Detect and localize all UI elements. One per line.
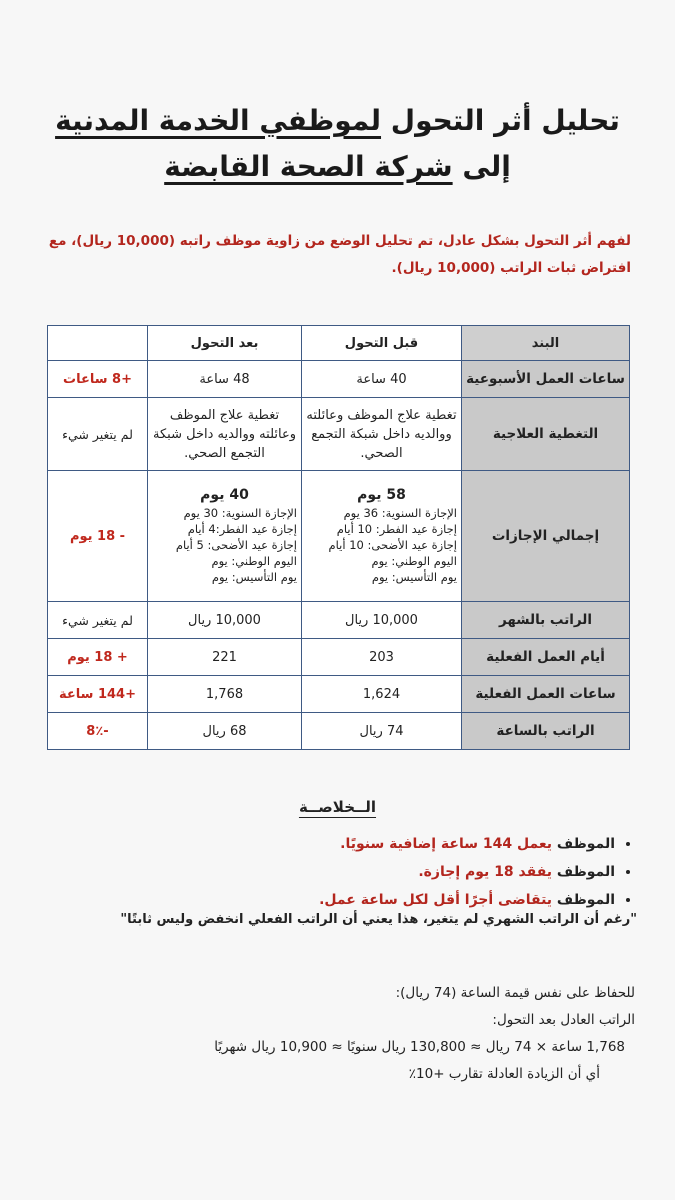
calc-line-1: للحفاظ على نفس قيمة الساعة (74 ريال):	[395, 985, 635, 1001]
row-item-label: الراتب بالساعة	[462, 713, 630, 750]
intro-paragraph	[41, 228, 631, 282]
title-line-1	[0, 98, 675, 144]
row-item-label: ساعات العمل الأسبوعية	[462, 361, 630, 398]
row-item-label: إجمالي الإجازات	[462, 471, 630, 602]
list-item	[15, 858, 615, 886]
row-diff-value: لم يتغير شيء	[48, 398, 148, 471]
calc-line-3: 1,768 ساعة × 74 ريال ≈ 130,800 ريال سنويًا ≈ 10,900 ريال شهريًا	[214, 1039, 625, 1055]
title-line-2	[0, 144, 675, 190]
row-diff-value: +144 ساعة	[48, 676, 148, 713]
title-line-2-underlined: شركة الصحة القابضة	[164, 150, 453, 183]
list-item	[15, 886, 615, 914]
leave-before-line: اليوم الوطني: يوم	[371, 554, 457, 568]
row-diff-value: -8٪	[48, 713, 148, 750]
intro-line-2: افتراض ثبات الراتب (10,000 ريال).	[391, 260, 631, 276]
row-diff-value: +8 ساعات	[48, 361, 148, 398]
table-row	[48, 639, 630, 676]
calc-line-4: أي أن الزيادة العادلة تقارب +10٪	[408, 1066, 600, 1082]
row-before-value: 10,000 ريال	[302, 602, 462, 639]
leave-after-cell	[148, 471, 302, 602]
row-after-value: 221	[148, 639, 302, 676]
table-row	[48, 713, 630, 750]
leave-after-total: 40 يوم	[200, 487, 249, 503]
row-item-label: أيام العمل الفعلية	[462, 639, 630, 676]
leave-after-line: الإجازة السنوية: 30 يوم	[183, 506, 297, 520]
leave-before-line: إجازة عيد الأضحى: 10 أيام	[328, 538, 457, 552]
leave-after-line: إجازة عيد الأضحى: 5 أيام	[175, 538, 297, 552]
row-diff-value: لم يتغير شيء	[48, 602, 148, 639]
summary-note: "رغم أن الراتب الشهري لم يتغير، هذا يعني أن الراتب الفعلي انخفض وليس ثابتًا"	[120, 912, 637, 927]
leave-before-cell	[302, 471, 462, 602]
row-item-label: التغطية العلاجية	[462, 398, 630, 471]
comparison-table	[47, 325, 630, 750]
row-after-value: 68 ريال	[148, 713, 302, 750]
row-before-value: 1,624	[302, 676, 462, 713]
leave-before-line: الإجازة السنوية: 36 يوم	[343, 506, 457, 520]
row-item-label: الراتب بالشهر	[462, 602, 630, 639]
page-title	[0, 98, 675, 190]
title-line-2-plain: إلى	[452, 150, 511, 183]
row-before-value: 203	[302, 639, 462, 676]
table-row	[48, 471, 630, 602]
bullet-plain: الموظف	[552, 892, 615, 908]
table-row	[48, 361, 630, 398]
row-after-value: تغطية علاج الموظف وعائلته ووالديه داخل شبكة التجمع الصحي.	[148, 398, 302, 471]
row-before-value: تغطية علاج الموظف وعائلته ووالديه داخل شبكة التجمع الصحي.	[302, 398, 462, 471]
table-header-row	[48, 326, 630, 361]
table-row	[48, 676, 630, 713]
summary-bullets	[15, 830, 635, 914]
leave-after-line: يوم التأسيس: يوم	[211, 570, 297, 584]
row-before-value: 40 ساعة	[302, 361, 462, 398]
header-after: بعد التحول	[148, 326, 302, 361]
calc-line-2: الراتب العادل بعد التحول:	[492, 1012, 635, 1028]
title-line-1-plain: تحليل أثر التحول	[381, 104, 620, 137]
row-item-label: ساعات العمل الفعلية	[462, 676, 630, 713]
row-after-value: 10,000 ريال	[148, 602, 302, 639]
bullet-plain: الموظف	[552, 864, 615, 880]
table-row	[48, 602, 630, 639]
bullet-highlight: يتقاضى أجرًا أقل لكل ساعة عمل.	[319, 892, 553, 908]
bullet-highlight: يفقد 18 يوم إجازة.	[418, 864, 553, 880]
leave-after-line: اليوم الوطني: يوم	[211, 554, 297, 568]
leave-before-line: إجازة عيد الفطر: 10 أيام	[336, 522, 457, 536]
calculation-block	[35, 980, 635, 1088]
row-diff-value: + 18 يوم	[48, 639, 148, 676]
row-before-value: 74 ريال	[302, 713, 462, 750]
leave-before-total: 58 يوم	[357, 487, 406, 503]
intro-line-1: لفهم أثر التحول بشكل عادل، تم تحليل الوضع من زاوية موظف راتبه (10,000 ريال)، مع	[48, 233, 631, 249]
header-item: البند	[462, 326, 630, 361]
row-diff-value: - 18 يوم	[48, 471, 148, 602]
bullet-highlight: يعمل 144 ساعة إضافية سنويًا.	[340, 836, 553, 852]
header-diff	[48, 326, 148, 361]
table-row	[48, 398, 630, 471]
summary-title: الــخلاصــة	[298, 798, 377, 816]
header-before: قبل التحول	[302, 326, 462, 361]
row-after-value: 48 ساعة	[148, 361, 302, 398]
bullet-plain: الموظف	[552, 836, 615, 852]
title-line-1-underlined: لموظفي الخدمة المدنية	[55, 104, 382, 137]
leave-after-line: إجازة عيد الفطر:4 أيام	[187, 522, 297, 536]
list-item	[15, 830, 615, 858]
row-after-value: 1,768	[148, 676, 302, 713]
leave-before-line: يوم التأسيس: يوم	[371, 570, 457, 584]
